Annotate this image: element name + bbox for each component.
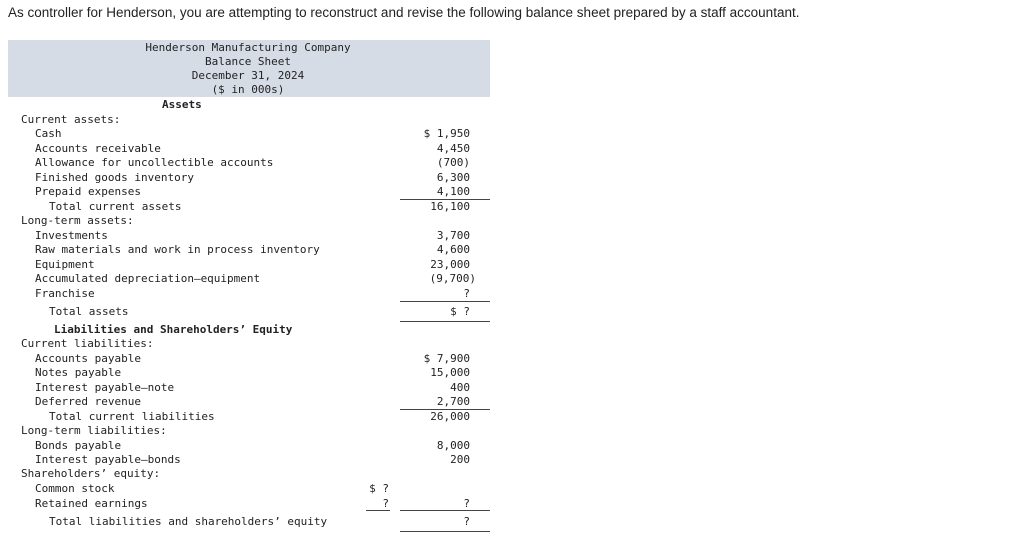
- equity-title: Shareholders’ equity:: [21, 467, 161, 480]
- balance-sheet: [8, 40, 490, 528]
- table-row: [8, 453, 490, 467]
- row-label: Notes payable: [35, 366, 122, 379]
- row-label: Accumulated depreciation—equipment: [35, 272, 261, 285]
- table-row: [8, 287, 490, 301]
- row-value: ?: [463, 287, 470, 300]
- row-label: Total current assets: [49, 200, 182, 213]
- statement-units: ($ in 000s): [211, 83, 285, 96]
- row-label: Allowance for uncollectible accounts: [35, 156, 274, 169]
- current-liabilities-title: Current liabilities:: [21, 337, 154, 350]
- assets-heading: Assets: [162, 98, 202, 111]
- row-label: Common stock: [35, 482, 115, 495]
- table-row: [8, 156, 490, 170]
- total-rule: [400, 321, 490, 322]
- row-label: Equipment: [35, 258, 95, 271]
- subtotal-rule: [400, 510, 490, 511]
- table-row: [8, 305, 490, 319]
- balance-sheet-header: [8, 40, 490, 97]
- row-label: Franchise: [35, 287, 95, 300]
- row-value: 15,000: [430, 366, 470, 379]
- current-assets-title: Current assets:: [21, 113, 121, 126]
- row-value: 16,100: [430, 200, 470, 213]
- row-value: $ 1,950: [423, 127, 470, 140]
- row-label: Raw materials and work in process inventory: [35, 243, 320, 256]
- row-value: 200: [450, 453, 470, 466]
- row-label: Bonds payable: [35, 439, 122, 452]
- row-value: $ ?: [450, 305, 470, 318]
- table-row: [8, 200, 490, 214]
- liabilities-equity-heading: Liabilities and Shareholders’ Equity: [54, 323, 293, 336]
- long-term-liabilities-title: Long-term liabilities:: [21, 424, 167, 437]
- total-rule: [400, 531, 490, 532]
- row-value: 8,000: [436, 439, 470, 452]
- row-label: Prepaid expenses: [35, 185, 141, 198]
- row-label: Interest payable—note: [35, 381, 175, 394]
- table-row: [8, 515, 490, 529]
- table-row: [8, 366, 490, 380]
- row-value: 3,700: [436, 229, 470, 242]
- row-label: Accounts payable: [35, 352, 141, 365]
- row-label: Retained earnings: [35, 497, 148, 510]
- long-term-assets-title: Long-term assets:: [21, 214, 134, 227]
- subtotal-rule: [400, 301, 490, 302]
- row-label: Interest payable—bonds: [35, 453, 181, 466]
- row-label: Total liabilities and shareholders’ equity: [49, 515, 328, 528]
- row-value: $ 7,900: [423, 352, 470, 365]
- table-row: [8, 127, 490, 141]
- row-label: Investments: [35, 229, 108, 242]
- table-row: [8, 243, 490, 257]
- question-prompt: As controller for Henderson, you are attempting to reconstruct and revise the following balance sheet prepared by a staff accountant.: [8, 5, 800, 20]
- row-label: Total current liabilities: [49, 410, 215, 423]
- table-row: [8, 185, 490, 199]
- row-label: Deferred revenue: [35, 395, 141, 408]
- table-row: [8, 272, 490, 286]
- row-label: Accounts receivable: [35, 142, 161, 155]
- table-row: [8, 258, 490, 272]
- row-value: 6,300: [436, 171, 470, 184]
- table-row: [8, 395, 490, 409]
- table-row: [8, 352, 490, 366]
- row-value: 26,000: [430, 410, 470, 423]
- table-row: [8, 171, 490, 185]
- table-row: [8, 439, 490, 453]
- row-value: $ ?: [369, 482, 389, 495]
- row-label: Finished goods inventory: [35, 171, 194, 184]
- company-name: Henderson Manufacturing Company: [145, 41, 351, 54]
- table-row: [8, 381, 490, 395]
- table-row: [8, 142, 490, 156]
- row-label: Total assets: [49, 305, 129, 318]
- statement-title: Balance Sheet: [204, 55, 292, 68]
- row-value: 2,700: [436, 395, 470, 408]
- row-value: 4,100: [436, 185, 470, 198]
- table-row: [8, 482, 490, 496]
- row-value: 400: [450, 381, 470, 394]
- table-row: [8, 229, 490, 243]
- row-value: ?: [382, 497, 389, 510]
- row-value: (9,700): [429, 272, 476, 285]
- row-total: ?: [463, 497, 470, 510]
- row-label: Cash: [35, 127, 62, 140]
- row-value: 23,000: [430, 258, 470, 271]
- table-row: [8, 410, 490, 424]
- row-value: (700): [436, 156, 470, 169]
- row-value: 4,600: [436, 243, 470, 256]
- subtotal-rule: [366, 510, 390, 511]
- table-row: [8, 497, 490, 511]
- statement-date: December 31, 2024: [191, 69, 305, 82]
- row-value: 4,450: [436, 142, 470, 155]
- row-value: ?: [463, 515, 470, 528]
